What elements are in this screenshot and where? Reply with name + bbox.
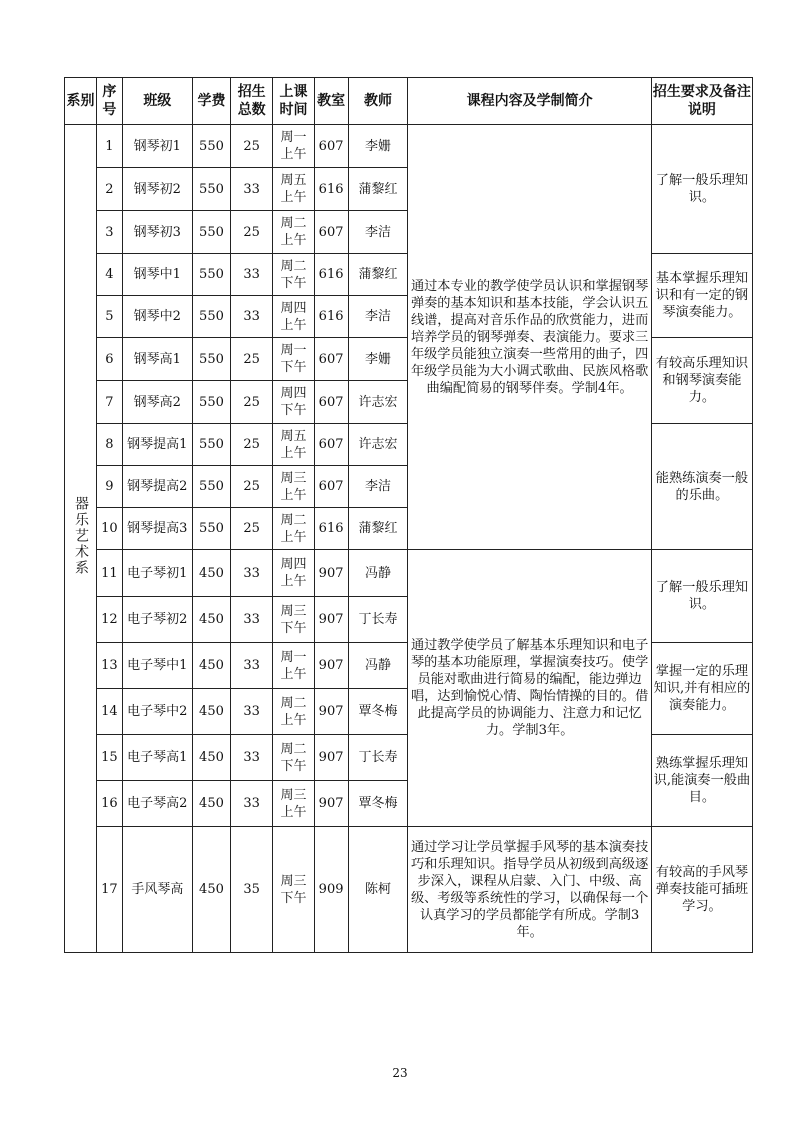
table-row: [65, 550, 753, 597]
teacher-cell: 李姗: [348, 338, 408, 381]
seq-cell: 12: [96, 597, 122, 643]
room-cell: 907: [314, 735, 348, 781]
quota-cell: 33: [231, 643, 273, 689]
header-class: 班级: [122, 78, 192, 125]
quota-cell: 25: [231, 508, 273, 550]
teacher-cell: 丁长寿: [348, 597, 408, 643]
requirement-keyboard-basic: 了解一般乐理知识。: [651, 550, 752, 643]
class-cell: 电子琴高2: [122, 781, 192, 827]
teacher-cell: 李洁: [348, 211, 408, 254]
class-cell: 钢琴提高2: [122, 466, 192, 508]
header-seq: 序号: [96, 78, 122, 125]
seq-cell: 9: [96, 466, 122, 508]
fee-cell: 550: [192, 424, 230, 466]
page-number: 23: [392, 1066, 408, 1080]
requirement-piano-high: 有较高乐理知识和钢琴演奏能力。: [651, 338, 752, 424]
room-cell: 607: [314, 466, 348, 508]
seq-cell: 3: [96, 211, 122, 254]
requirement-piano-adv: 能熟练演奏一般的乐曲。: [651, 424, 752, 550]
seq-cell: 14: [96, 689, 122, 735]
teacher-cell: 丁长寿: [348, 735, 408, 781]
header-row: [65, 78, 753, 125]
requirement-keyboard-mid: 掌握一定的乐理知识,并有相应的演奏能力。: [651, 643, 752, 735]
quota-cell: 33: [231, 296, 273, 338]
teacher-cell: 冯静: [348, 643, 408, 689]
quota-cell: 33: [231, 168, 273, 211]
fee-cell: 450: [192, 735, 230, 781]
seq-cell: 15: [96, 735, 122, 781]
teacher-cell: 李姗: [348, 125, 408, 168]
room-cell: 909: [314, 827, 348, 953]
header-fee: 学费: [192, 78, 230, 125]
time-cell: 周四上午: [273, 296, 314, 338]
room-cell: 607: [314, 338, 348, 381]
room-cell: 616: [314, 508, 348, 550]
fee-cell: 450: [192, 781, 230, 827]
quota-cell: 25: [231, 381, 273, 424]
time-cell: 周二下午: [273, 735, 314, 781]
time-cell: 周二上午: [273, 689, 314, 735]
teacher-cell: 陈柯: [348, 827, 408, 953]
teacher-cell: 许志宏: [348, 381, 408, 424]
quota-cell: 33: [231, 735, 273, 781]
class-cell: 钢琴高1: [122, 338, 192, 381]
department-cell: [65, 125, 97, 953]
time-cell: 周三上午: [273, 781, 314, 827]
seq-cell: 11: [96, 550, 122, 597]
teacher-cell: 冯静: [348, 550, 408, 597]
teacher-cell: 蒲黎红: [348, 254, 408, 296]
teacher-cell: 李洁: [348, 296, 408, 338]
quota-cell: 33: [231, 254, 273, 296]
class-cell: 电子琴初1: [122, 550, 192, 597]
teacher-cell: 蒲黎红: [348, 508, 408, 550]
time-cell: 周二上午: [273, 508, 314, 550]
seq-cell: 13: [96, 643, 122, 689]
quota-cell: 25: [231, 211, 273, 254]
header-dept: 系别: [65, 78, 97, 125]
time-cell: 周四上午: [273, 550, 314, 597]
fee-cell: 550: [192, 296, 230, 338]
seq-cell: 10: [96, 508, 122, 550]
quota-cell: 25: [231, 338, 273, 381]
fee-cell: 550: [192, 168, 230, 211]
class-cell: 钢琴提高3: [122, 508, 192, 550]
teacher-cell: 覃冬梅: [348, 781, 408, 827]
room-cell: 607: [314, 211, 348, 254]
time-cell: 周三下午: [273, 597, 314, 643]
seq-cell: 2: [96, 168, 122, 211]
time-cell: 周一下午: [273, 338, 314, 381]
quota-cell: 33: [231, 550, 273, 597]
department-label: 器乐艺术系: [72, 496, 89, 576]
class-cell: 钢琴初2: [122, 168, 192, 211]
time-cell: 周四下午: [273, 381, 314, 424]
fee-cell: 550: [192, 211, 230, 254]
fee-cell: 450: [192, 643, 230, 689]
room-cell: 907: [314, 689, 348, 735]
time-cell: 周三上午: [273, 466, 314, 508]
header-quota: 招生总数: [231, 78, 273, 125]
class-cell: 电子琴高1: [122, 735, 192, 781]
class-cell: 钢琴初1: [122, 125, 192, 168]
header-teacher: 教师: [348, 78, 408, 125]
quota-cell: 25: [231, 466, 273, 508]
fee-cell: 450: [192, 550, 230, 597]
fee-cell: 550: [192, 338, 230, 381]
seq-cell: 8: [96, 424, 122, 466]
seq-cell: 16: [96, 781, 122, 827]
class-cell: 钢琴初3: [122, 211, 192, 254]
teacher-cell: 许志宏: [348, 424, 408, 466]
fee-cell: 450: [192, 689, 230, 735]
teacher-cell: 李洁: [348, 466, 408, 508]
time-cell: 周三下午: [273, 827, 314, 953]
seq-cell: 17: [96, 827, 122, 953]
class-cell: 电子琴中2: [122, 689, 192, 735]
class-cell: 电子琴中1: [122, 643, 192, 689]
header-room: 教室: [314, 78, 348, 125]
header-req: 招生要求及备注说明: [651, 78, 752, 125]
seq-cell: 1: [96, 125, 122, 168]
teacher-cell: 覃冬梅: [348, 689, 408, 735]
seq-cell: 5: [96, 296, 122, 338]
quota-cell: 33: [231, 597, 273, 643]
class-cell: 钢琴中1: [122, 254, 192, 296]
room-cell: 616: [314, 296, 348, 338]
seq-cell: 7: [96, 381, 122, 424]
room-cell: 607: [314, 381, 348, 424]
description-keyboard: 通过教学使学员了解基本乐理知识和电子琴的基本功能原理，掌握演奏技巧。使学员能对歌曲进行简易的编配，能边弹边唱，达到愉悦心情、陶怡情操的目的。借此提高学员的协调能力、注意力和记忆力。学制3年。: [408, 550, 651, 827]
seq-cell: 6: [96, 338, 122, 381]
time-cell: 周五上午: [273, 424, 314, 466]
room-cell: 616: [314, 254, 348, 296]
time-cell: 周五上午: [273, 168, 314, 211]
fee-cell: 550: [192, 466, 230, 508]
fee-cell: 550: [192, 508, 230, 550]
teacher-cell: 蒲黎红: [348, 168, 408, 211]
fee-cell: 550: [192, 125, 230, 168]
course-schedule-table: [64, 77, 753, 953]
header-time: 上课时间: [273, 78, 314, 125]
class-cell: 钢琴提高1: [122, 424, 192, 466]
table-row: [65, 827, 753, 953]
room-cell: 907: [314, 781, 348, 827]
requirement-piano-mid: 基本掌握乐理知识和有一定的钢琴演奏能力。: [651, 254, 752, 338]
quota-cell: 33: [231, 781, 273, 827]
quota-cell: 25: [231, 125, 273, 168]
fee-cell: 450: [192, 597, 230, 643]
description-piano: 通过本专业的教学使学员认识和掌握钢琴弹奏的基本知识和基本技能，学会认识五线谱，提高对音乐作品的欣赏能力，进而培养学员的钢琴弹奏、表演能力。要求三年级学员能独立演奏一些常用的曲子，四年级学员能为大小调式歌曲、民族风格歌曲编配简易的钢琴伴奏。学制4年。: [408, 125, 651, 550]
fee-cell: 550: [192, 381, 230, 424]
time-cell: 周一上午: [273, 643, 314, 689]
class-cell: 钢琴高2: [122, 381, 192, 424]
room-cell: 907: [314, 550, 348, 597]
time-cell: 周二上午: [273, 211, 314, 254]
room-cell: 607: [314, 424, 348, 466]
class-cell: 手风琴高: [122, 827, 192, 953]
table-row: [65, 125, 753, 168]
fee-cell: 450: [192, 827, 230, 953]
time-cell: 周二下午: [273, 254, 314, 296]
quota-cell: 35: [231, 827, 273, 953]
room-cell: 907: [314, 597, 348, 643]
requirement-keyboard-high: 熟练掌握乐理知识,能演奏一般曲目。: [651, 735, 752, 827]
description-accordion: 通过学习让学员掌握手风琴的基本演奏技巧和乐理知识。指导学员从初级到高级逐步深入，课程从启蒙、入门、中级、高级、考级等系统性的学习，以确保每一个认真学习的学员都能学有所成。学制3年。: [408, 827, 651, 953]
quota-cell: 25: [231, 424, 273, 466]
class-cell: 电子琴初2: [122, 597, 192, 643]
room-cell: 907: [314, 643, 348, 689]
room-cell: 616: [314, 168, 348, 211]
time-cell: 周一上午: [273, 125, 314, 168]
requirement-accordion: 有较高的手风琴弹奏技能可插班学习。: [651, 827, 752, 953]
class-cell: 钢琴中2: [122, 296, 192, 338]
header-desc: 课程内容及学制简介: [408, 78, 651, 125]
requirement-piano-basic: 了解一般乐理知识。: [651, 125, 752, 254]
room-cell: 607: [314, 125, 348, 168]
quota-cell: 33: [231, 689, 273, 735]
fee-cell: 550: [192, 254, 230, 296]
seq-cell: 4: [96, 254, 122, 296]
